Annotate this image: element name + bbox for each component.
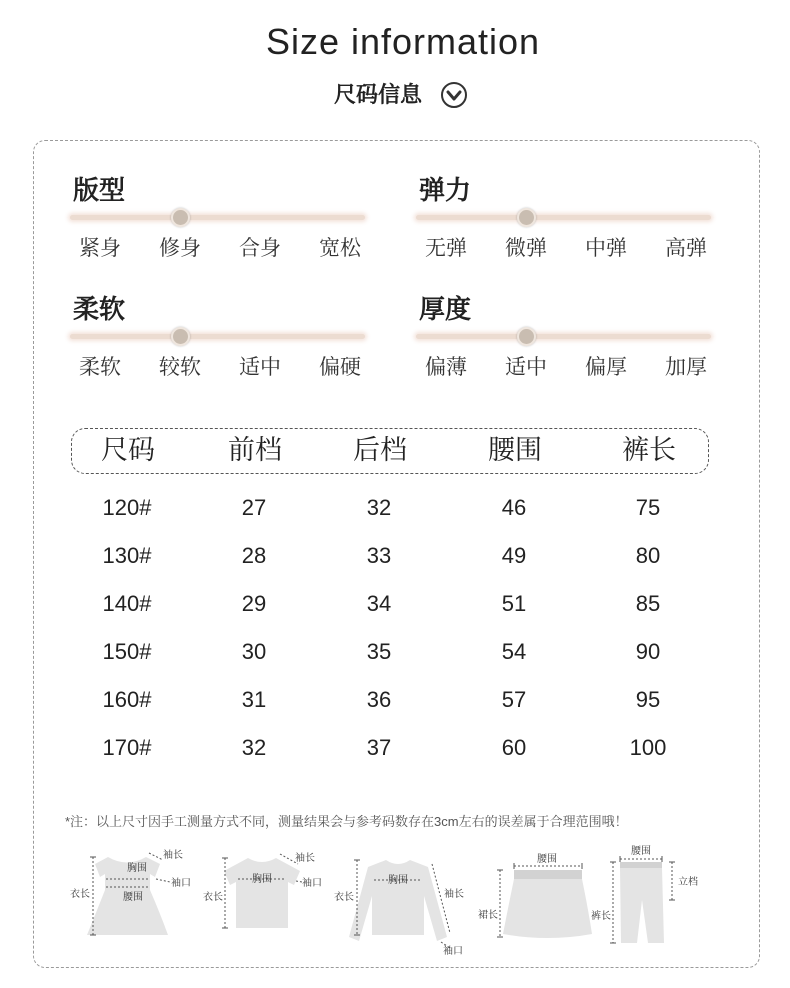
table-row [71, 628, 709, 676]
table-cell: 120# [102, 495, 152, 520]
slider-option: 适中 [505, 356, 547, 379]
long-sleeve-chest-label: 胸围 [388, 875, 408, 886]
slider-option: 偏厚 [585, 356, 627, 379]
slider-options [406, 234, 726, 264]
column-header-pants-length: 裤长 [622, 435, 676, 465]
skirt-waistband [514, 870, 582, 879]
table-cell: 54 [501, 639, 527, 664]
table-cell: 85 [635, 591, 661, 616]
slider-option: 较软 [159, 356, 201, 379]
subtitle: 尺码信息 [334, 82, 423, 107]
slider-track [70, 334, 365, 339]
pants-waistband [620, 862, 662, 868]
slider-option: 宽松 [319, 237, 361, 260]
sleeve-measure-line [149, 853, 163, 860]
table-row [71, 676, 709, 724]
slider-knob [171, 208, 190, 227]
tshirt-sleeve-label: 袖长 [295, 853, 315, 864]
circle-chevron-down-icon [440, 81, 468, 109]
table-cell: 80 [635, 543, 661, 568]
attr-softness [60, 291, 380, 386]
table-cell: 28 [241, 543, 267, 568]
tshirt-length-label: 衣长 [203, 892, 223, 903]
table-cell: 51 [501, 591, 527, 616]
slider-option: 柔软 [79, 356, 121, 379]
table-cell: 29 [241, 591, 267, 616]
table-cell: 49 [501, 543, 527, 568]
table-row [71, 484, 709, 532]
skirt-waist-label: 腰围 [537, 854, 557, 865]
attr-title: 厚度 [419, 294, 472, 324]
attr-title: 版型 [73, 175, 126, 205]
slider-option: 无弹 [425, 237, 467, 260]
attr-elasticity [406, 172, 726, 267]
table-cell: 57 [501, 687, 527, 712]
table-cell: 31 [241, 687, 267, 712]
slider-knob [517, 327, 536, 346]
slider-option: 紧身 [79, 237, 121, 260]
slider-option: 中弹 [585, 237, 627, 260]
table-row [71, 724, 709, 772]
dress-cuff-label: 袖口 [171, 878, 191, 889]
table-cell: 130# [102, 543, 152, 568]
slider-option: 偏硬 [319, 356, 361, 379]
size-table-body [71, 484, 709, 772]
skirt-silhouette [503, 879, 592, 938]
attr-thickness [406, 291, 726, 386]
slider-option: 微弹 [505, 237, 547, 260]
slider-track [70, 215, 365, 220]
table-cell: 100 [629, 735, 667, 760]
table-cell: 32 [366, 495, 392, 520]
table-row [71, 532, 709, 580]
tshirt-diagram [203, 851, 322, 928]
dress-chest-label: 胸围 [127, 863, 147, 874]
cuff-measure-line [156, 879, 170, 882]
attr-title: 柔软 [73, 294, 126, 324]
slider-option: 合身 [239, 237, 281, 260]
measurement-diagrams [0, 838, 790, 963]
page-title: Size information [265, 21, 541, 62]
table-cell: 150# [102, 639, 152, 664]
column-header-back-rise: 后档 [353, 435, 407, 465]
pants-length-label: 裤长 [591, 911, 611, 922]
table-cell: 60 [501, 735, 527, 760]
slider-option: 加厚 [665, 356, 707, 379]
pants-rise-label: 立档 [678, 877, 698, 888]
long-sleeve-cuff-label: 袖口 [443, 946, 463, 957]
column-header-waist: 腰围 [488, 435, 542, 465]
table-cell: 36 [366, 687, 392, 712]
slider-option: 高弹 [665, 237, 707, 260]
slider-track [416, 334, 711, 339]
attr-title: 弹力 [419, 175, 472, 205]
table-cell: 95 [635, 687, 661, 712]
tshirt-cuff-label: 袖口 [302, 878, 322, 889]
table-cell: 37 [366, 735, 392, 760]
dress-length-label: 衣长 [70, 889, 90, 900]
skirt-length-label: 裙长 [478, 910, 498, 921]
long-sleeve-length-label: 衣长 [334, 892, 354, 903]
table-cell: 160# [102, 687, 152, 712]
table-cell: 30 [241, 639, 267, 664]
pants-waist-label: 腰围 [631, 846, 651, 857]
slider-options [60, 353, 380, 383]
table-cell: 75 [635, 495, 661, 520]
table-cell: 46 [501, 495, 527, 520]
table-cell: 90 [635, 639, 661, 664]
attr-fit [60, 172, 380, 267]
tshirt-chest-label: 胸围 [252, 874, 272, 885]
dress-sleeve-label: 袖长 [163, 850, 183, 861]
table-header [71, 428, 709, 474]
table-row [71, 580, 709, 628]
long-sleeve-diagram [334, 860, 464, 957]
slider-option: 偏薄 [425, 356, 467, 379]
pants-diagram [591, 845, 698, 943]
column-header-front-rise: 前档 [228, 435, 282, 465]
slider-knob [517, 208, 536, 227]
long-sleeve-silhouette [349, 860, 447, 941]
slider-options [406, 353, 726, 383]
table-cell: 27 [241, 495, 267, 520]
pants-silhouette [620, 868, 664, 943]
column-header-size: 尺码 [101, 435, 155, 465]
table-cell: 170# [102, 735, 152, 760]
slider-option: 适中 [239, 356, 281, 379]
slider-option: 修身 [159, 237, 201, 260]
table-cell: 34 [366, 591, 392, 616]
measurement-note: *注：以上尺寸因手工测量方式不同，测量结果会与参考码数存在3cm左右的误差属于合理范围哦！ [65, 814, 628, 829]
subtitle-row [334, 80, 468, 110]
table-cell: 35 [366, 639, 392, 664]
dress-waist-label: 腰围 [123, 892, 143, 903]
skirt-diagram [478, 853, 592, 938]
table-cell: 140# [102, 591, 152, 616]
table-cell: 32 [241, 735, 267, 760]
table-cell: 33 [366, 543, 392, 568]
long-sleeve-sleeve-label: 袖长 [444, 889, 464, 900]
tshirt-silhouette [224, 858, 300, 928]
dress-diagram [70, 848, 191, 935]
slider-track [416, 215, 711, 220]
slider-knob [171, 327, 190, 346]
slider-options [60, 234, 380, 264]
